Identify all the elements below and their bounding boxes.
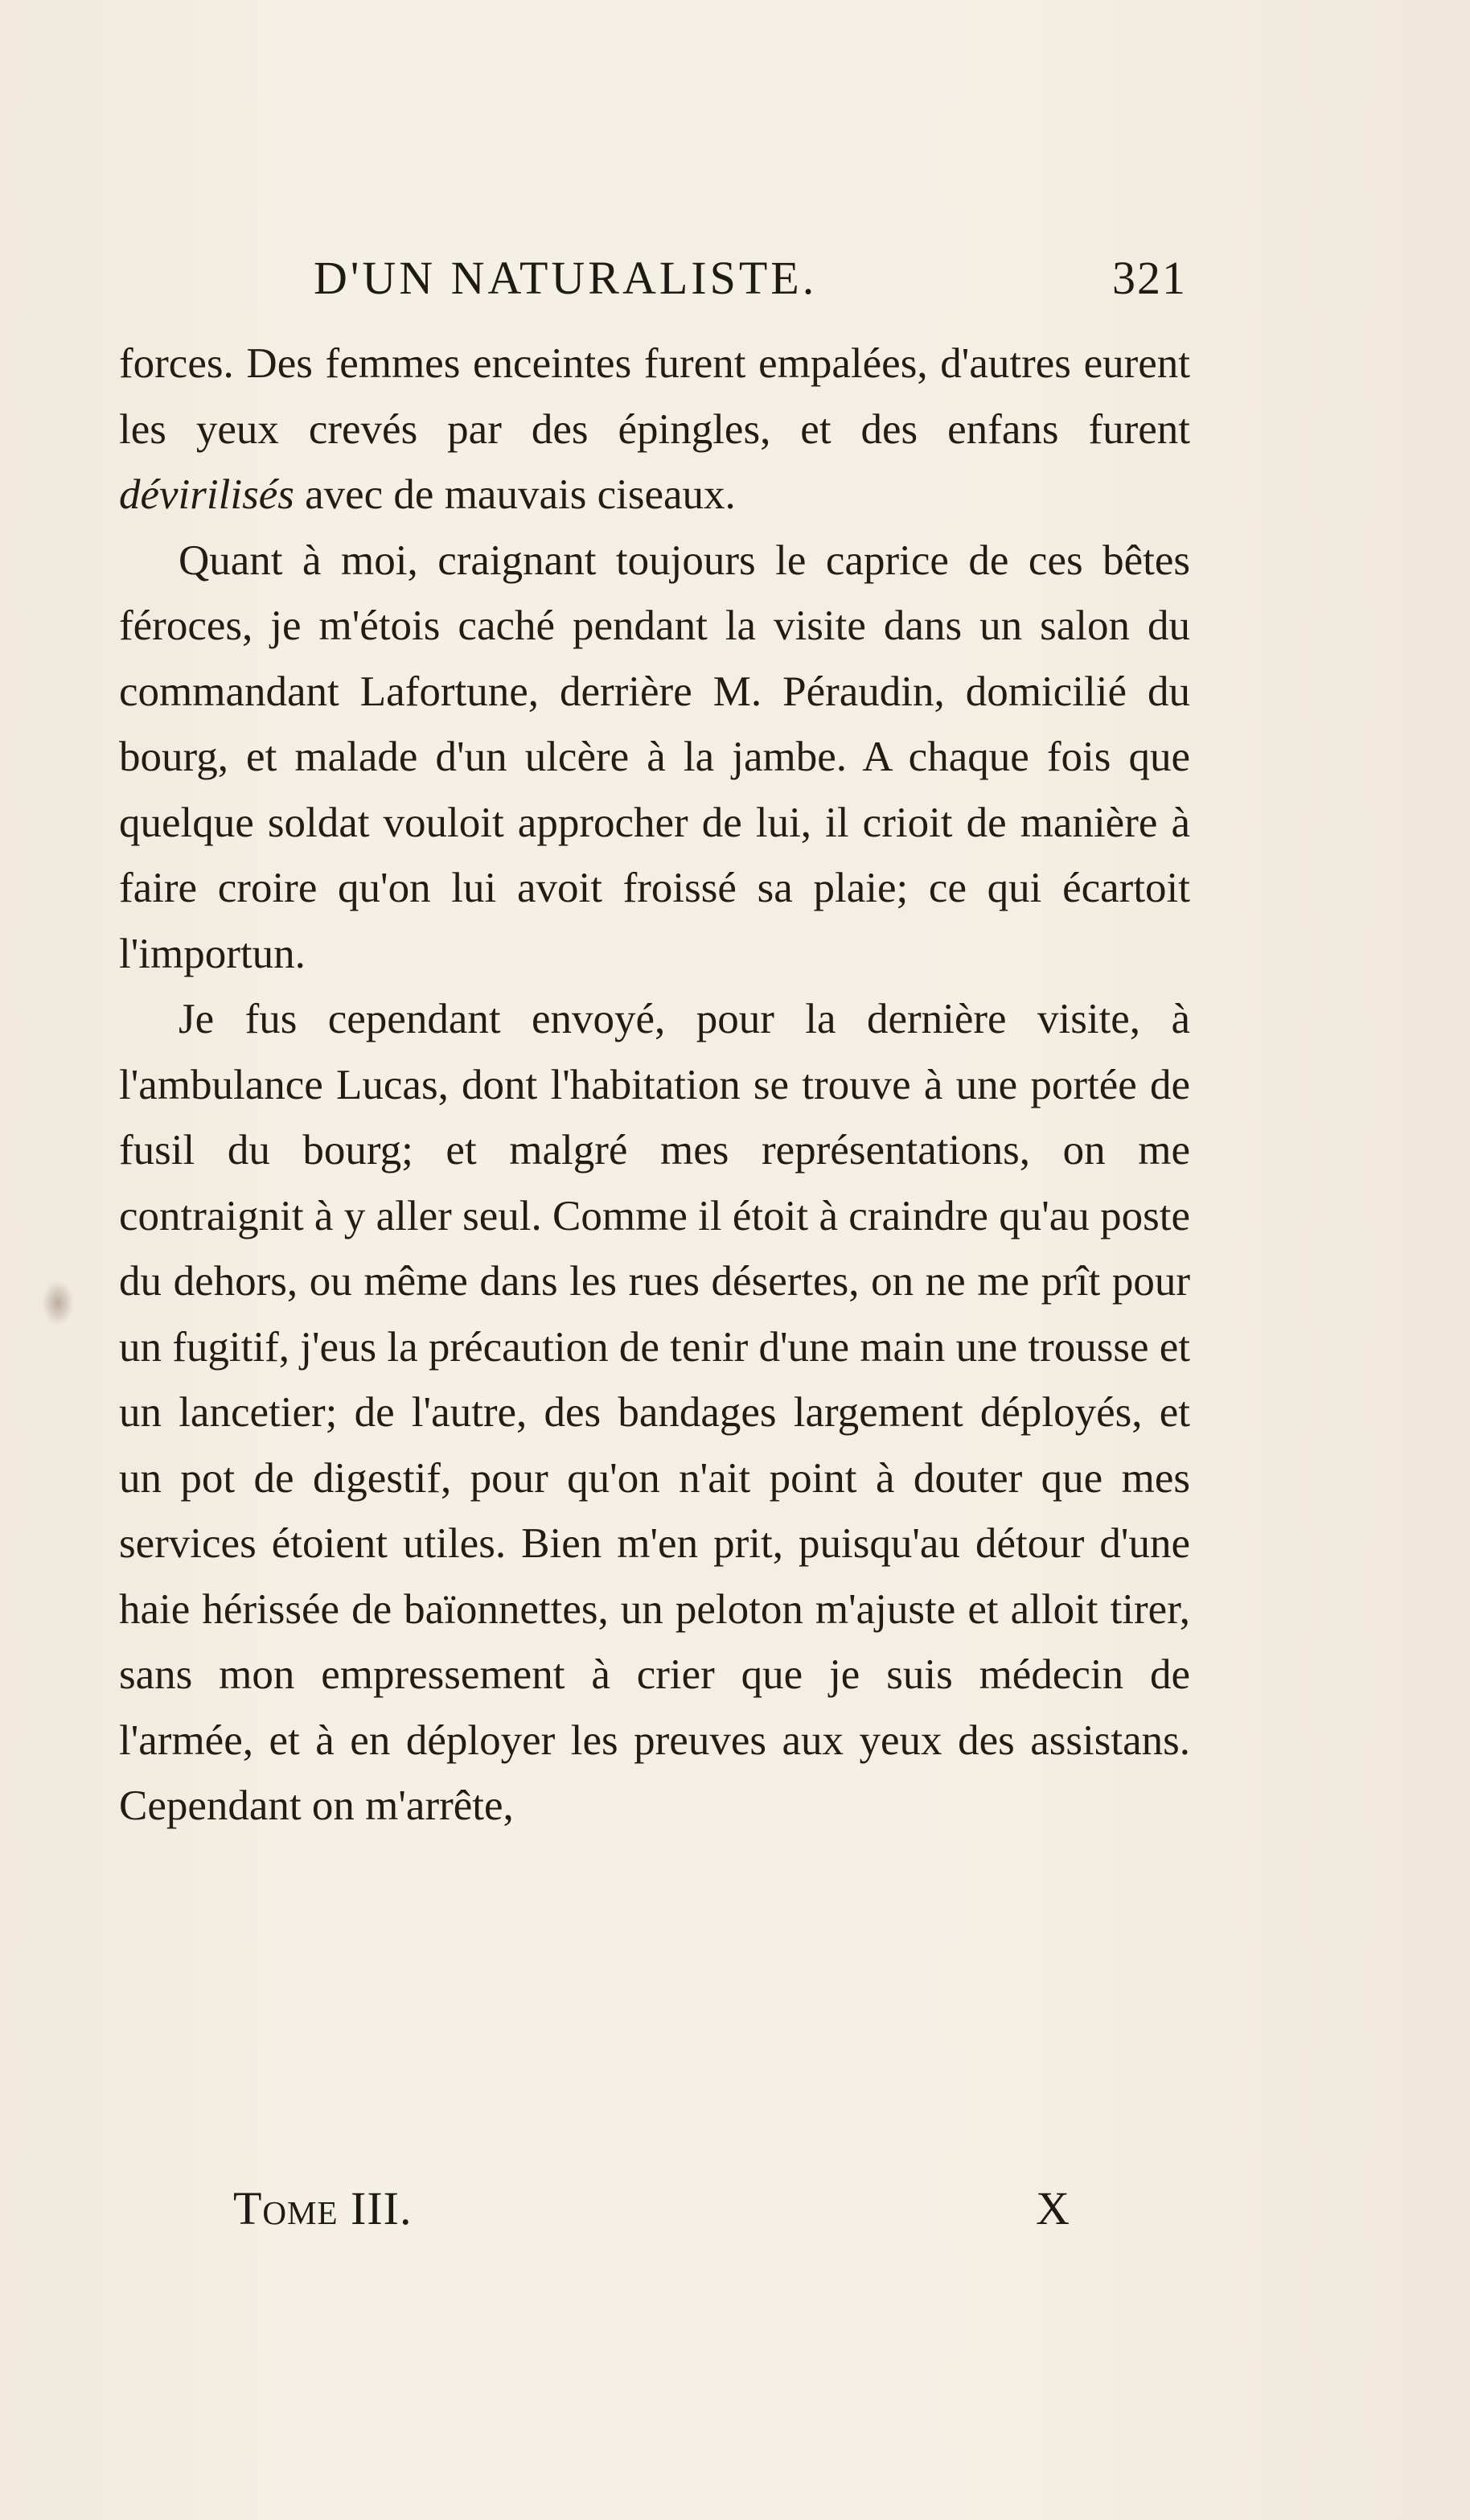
paragraph-3 bbox=[119, 987, 1190, 1840]
volume-signature: Tome III. bbox=[233, 2182, 413, 2234]
paragraph-3-text: Je fus cependant envoyé, pour la dernière visite, à l'ambulance Lucas, dont l'habitation se trouve à une portée de fusil du bourg; et malgré mes représentations, on me contraignit à y aller seul. Comme il étoit à craindre qu'au poste du dehors, ou même dans les rues désertes, on ne me prît pour un fugitif, j'eus la précaution de tenir d'une main une trousse et un lancetier; de l'autre, des bandages largement déployés, et un pot de digestif, pour qu'on n'ait point à douter que mes services étoient utiles. Bien m'en prit, puisqu'au détour d'une haie hérissée de baïonnettes, un peloton m'ajuste et alloit tirer, sans mon empressement à crier que je suis médecin de l'armée, et à en déployer les preuves aux yeux des assistans. Cependant on m'arrête, bbox=[119, 996, 1190, 1829]
paragraph-1-end: avec de mauvais ciseaux. bbox=[294, 471, 736, 518]
page-header bbox=[129, 251, 1187, 323]
page-number: 321 bbox=[1112, 252, 1187, 304]
paragraph-1-text: forces. Des femmes enceintes furent empalées, d'autres eurent les yeux crevés par des épingles, et des enfans furent bbox=[119, 340, 1190, 453]
paragraph-1 bbox=[119, 331, 1190, 528]
page-footer bbox=[233, 2181, 1070, 2246]
body-text bbox=[119, 331, 1190, 1840]
ink-smudge bbox=[42, 1281, 74, 1326]
running-title: D'UN NATURALISTE. bbox=[314, 252, 818, 304]
paragraph-2 bbox=[119, 528, 1190, 988]
paragraph-2-text: Quant à moi, craignant toujours le caprice de ces bêtes féroces, je m'étois caché pendant la visite dans un salon du commandant Lafortune, derrière M. Péraudin, domicilié du bourg, et malade d'un ulcère à la jambe. A chaque fois que quelque soldat vouloit approcher de lui, il crioit de manière à faire croire qu'on lui avoit froissé sa plaie; ce qui écartoit l'importun. bbox=[119, 536, 1190, 977]
gathering-signature: X bbox=[1036, 2182, 1070, 2234]
italic-word: dévirilisés bbox=[119, 471, 294, 518]
